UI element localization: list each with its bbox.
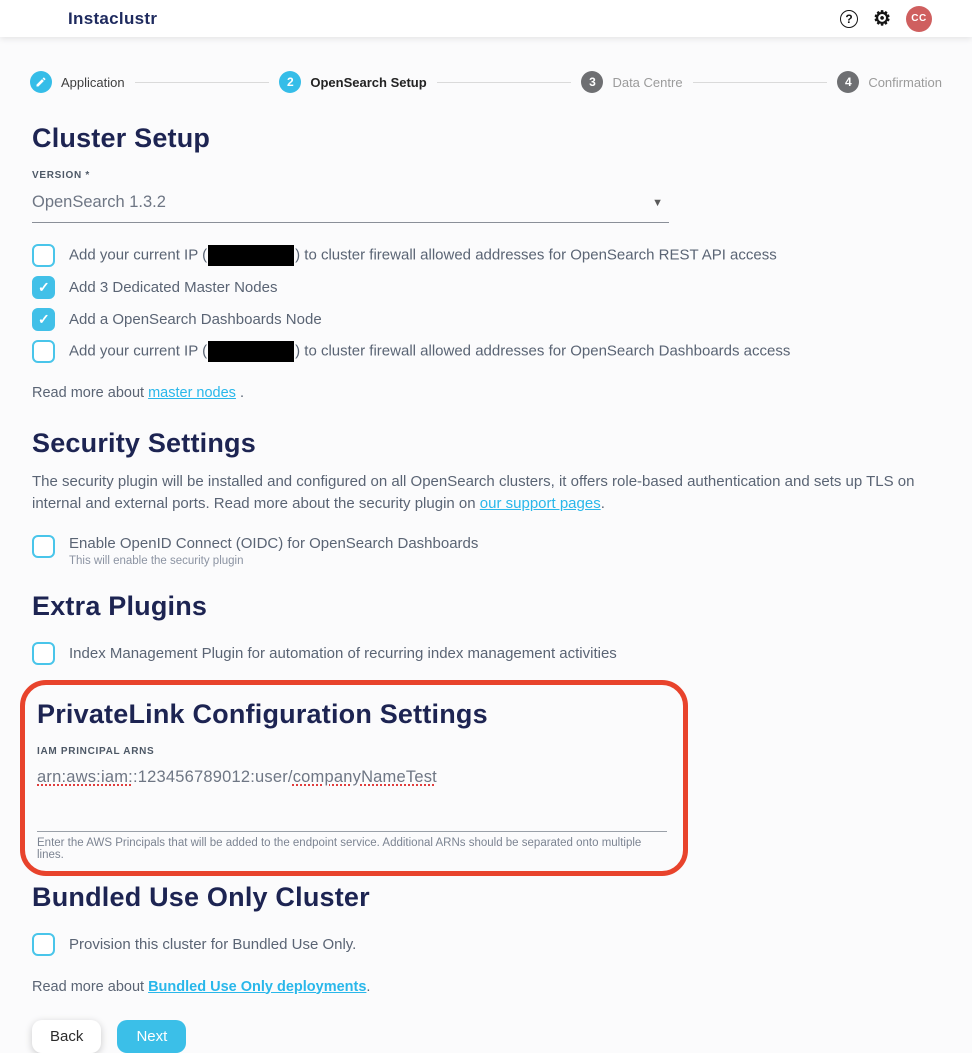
dashboards-firewall-checkbox[interactable] <box>32 340 55 363</box>
checkbox-label: Add your current IP ( ) to cluster firewall allowed addresses for OpenSearch REST API access <box>69 245 777 266</box>
arn-text-segment: arn:aws:iam: <box>37 767 133 786</box>
cluster-setup-title: Cluster Setup <box>32 123 211 153</box>
app-logo: Instaclustr <box>68 8 158 28</box>
pencil-icon <box>35 76 47 88</box>
stepper-connector <box>135 82 270 83</box>
step-data-centre[interactable] <box>581 71 682 93</box>
step-label: OpenSearch Setup <box>310 74 427 90</box>
checkbox-label: Add your current IP ( ) to cluster firewall allowed addresses for OpenSearch Dashboards access <box>69 341 790 362</box>
step-label: Application <box>61 74 125 90</box>
index-management-checkbox[interactable] <box>32 642 55 665</box>
checkbox-label: Provision this cluster for Bundled Use Only. <box>69 936 357 954</box>
step-label: Confirmation <box>868 74 943 90</box>
checkbox-label: Add a OpenSearch Dashboards Node <box>69 310 322 328</box>
privatelink-highlight-annotation <box>20 680 688 876</box>
help-icon[interactable] <box>840 10 858 28</box>
dedicated-master-nodes-checkbox[interactable] <box>32 276 55 299</box>
step-label: Data Centre <box>612 74 683 90</box>
bundled-read-more: Read more about Bundled Use Only deployments. <box>32 978 371 995</box>
step-confirmation[interactable] <box>837 71 942 93</box>
next-button[interactable]: Next <box>117 1020 186 1053</box>
step-opensearch-setup[interactable] <box>279 71 426 93</box>
bundled-deployments-link[interactable]: Bundled Use Only deployments <box>148 978 367 995</box>
rest-api-firewall-checkbox[interactable] <box>32 244 55 267</box>
redacted-ip-address <box>208 245 294 266</box>
checkbox-row-master-nodes <box>32 275 940 299</box>
privatelink-title: PrivateLink Configuration Settings <box>37 698 488 729</box>
stepper-connector <box>437 82 572 83</box>
bundled-use-only-title: Bundled Use Only Cluster <box>32 881 370 912</box>
settings-gear-icon[interactable] <box>873 9 891 29</box>
app-header <box>0 0 972 37</box>
step-number-circle: 4 <box>837 71 859 93</box>
user-avatar[interactable]: CC <box>906 6 932 32</box>
header-actions <box>840 6 932 32</box>
oidc-checkbox[interactable] <box>32 535 55 558</box>
arns-helper-text: Enter the AWS Principals that will be added to the endpoint service. Additional ARNs should be separated onto multiple lines. <box>37 836 642 861</box>
version-label: VERSION * <box>32 170 90 181</box>
support-pages-link[interactable]: our support pages <box>479 494 601 512</box>
wizard-stepper <box>0 71 972 93</box>
redacted-ip-address <box>208 341 294 362</box>
security-settings-description: The security plugin will be installed and configured on all OpenSearch clusters, it offers role-based authentication and sets up TLS on internal and external ports. Read more about the security plugin on our support pages. <box>32 473 915 512</box>
oidc-label-block <box>69 535 478 567</box>
security-settings-title: Security Settings <box>32 428 256 459</box>
step-application[interactable] <box>30 71 125 93</box>
arn-text-segment: companyNameTest <box>292 767 437 786</box>
dashboards-node-checkbox[interactable] <box>32 308 55 331</box>
main-content <box>0 123 972 1053</box>
checkbox-row-dashboards-node <box>32 307 940 331</box>
iam-principal-arns-label: IAM PRINCIPAL ARNS <box>37 745 155 757</box>
checkbox-label: Enable OpenID Connect (OIDC) for OpenSearch Dashboards <box>69 534 479 552</box>
wizard-actions <box>32 1020 940 1053</box>
checkbox-row-oidc <box>32 535 940 567</box>
iam-principal-arns-textarea[interactable] <box>37 760 667 832</box>
checkbox-row-dashboards-firewall <box>32 339 940 363</box>
master-nodes-read-more: Read more about master nodes . <box>32 385 244 401</box>
back-button[interactable]: Back <box>32 1020 101 1053</box>
step-number-circle: 3 <box>581 71 603 93</box>
version-select-value: OpenSearch 1.3.2 <box>32 193 166 211</box>
step-number-circle: 2 <box>279 71 301 93</box>
checkbox-label: Add 3 Dedicated Master Nodes <box>69 278 278 296</box>
checkbox-row-rest-api-firewall <box>32 243 940 267</box>
version-select[interactable] <box>32 184 669 223</box>
oidc-caption: This will enable the security plugin <box>69 554 244 567</box>
master-nodes-link[interactable]: master nodes <box>148 385 236 401</box>
checkbox-label: Index Management Plugin for automation of recurring index management activities <box>69 645 617 663</box>
chevron-down-icon <box>652 197 663 209</box>
step-complete-circle <box>30 71 52 93</box>
stepper-connector <box>693 82 828 83</box>
arn-text-segment: :123456789012:user/ <box>132 767 293 786</box>
extra-plugins-title: Extra Plugins <box>32 590 208 621</box>
checkbox-row-index-management <box>32 642 940 666</box>
